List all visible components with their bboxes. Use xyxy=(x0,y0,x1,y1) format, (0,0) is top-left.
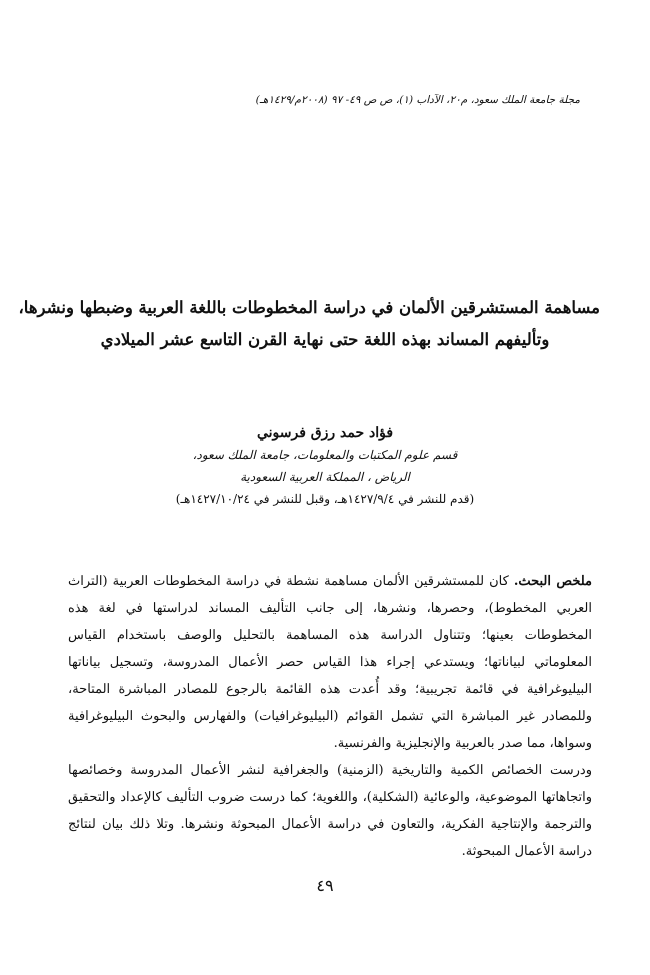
title-line-1: مساهمة المستشرقين الألمان في دراسة المخطوطات باللغة العربية وضبطها ونشرها، xyxy=(18,298,600,317)
abstract-text-1: كان للمستشرقين الألمان مساهمة نشطة في دراسة المخطوطات العربية (التراث العربي المخطوط)، وحصرها، ونشرها، إلى جانب التأليف المساند لدراستها في لغة هذه المخطوطات بعينها؛ وتتناول الدراسة هذه المساهمة بالتحليل والوصف باستخدام القياس المعلوماتي لبياناتها؛ ويستدعي إجراء هذا القياس حصر الأعمال المدروسة، وتسجيل بياناتها البيليوغرافية في قائمة تجريبية؛ وقد أُعدت هذه القائمة بالرجوع للمصادر المباشرة المتاحة، وللمصادر غير المباشرة التي تشمل القوائم (البيليوغرافيات) والفهارس والبحوث البيليوغرافية وسواها، مما صدر بالعربية والإنجليزية والفرنسية. xyxy=(68,574,592,751)
author-department: قسم علوم المكتبات والمعلومات، جامعة الملك سعود، xyxy=(192,448,458,462)
article-title xyxy=(18,292,600,356)
author-name: فؤاد حمد رزق فرسوني xyxy=(256,425,394,441)
page-number: ٤٩ xyxy=(316,876,334,895)
abstract xyxy=(68,568,592,865)
abstract-label: ملخص البحث. xyxy=(513,574,592,589)
title-line-2: وتأليفهم المساند بهذه اللغة حتى نهاية القرن التاسع عشر الميلادي xyxy=(100,330,550,349)
abstract-paragraph-2: ودرست الخصائص الكمية والتاريخية (الزمنية) والجغرافية لنشر الأعمال المدروسة وخصائصها واتجاهاتها الموضوعية، والوعائية (الشكلية)، واللغوية؛ كما درست ضروب التأليف كالإعداد والتحقيق والترجمة والإنتاجية الفكرية، والتعاون في دراسة الأعمال المبحوثة ونشرها. وتلا ذلك بيان لنتائج دراسة الأعمال المبحوثة. xyxy=(68,763,592,859)
abstract-paragraph-1 xyxy=(68,568,592,757)
running-head: مجلة جامعة الملك سعود، م٢٠، الآداب (١)، ص ص ٤٩- ٩٧ (٢٠٠٨م/١٤٢٩هـ) xyxy=(255,94,580,106)
author-block xyxy=(60,422,590,510)
author-location: الرياض ، المملكة العربية السعودية xyxy=(240,470,410,484)
submission-dates: (قدم للنشر في ١٤٢٧/٩/٤هـ، وقبل للنشر في ١٤٢٧/١٠/٢٤هـ) xyxy=(175,492,475,506)
